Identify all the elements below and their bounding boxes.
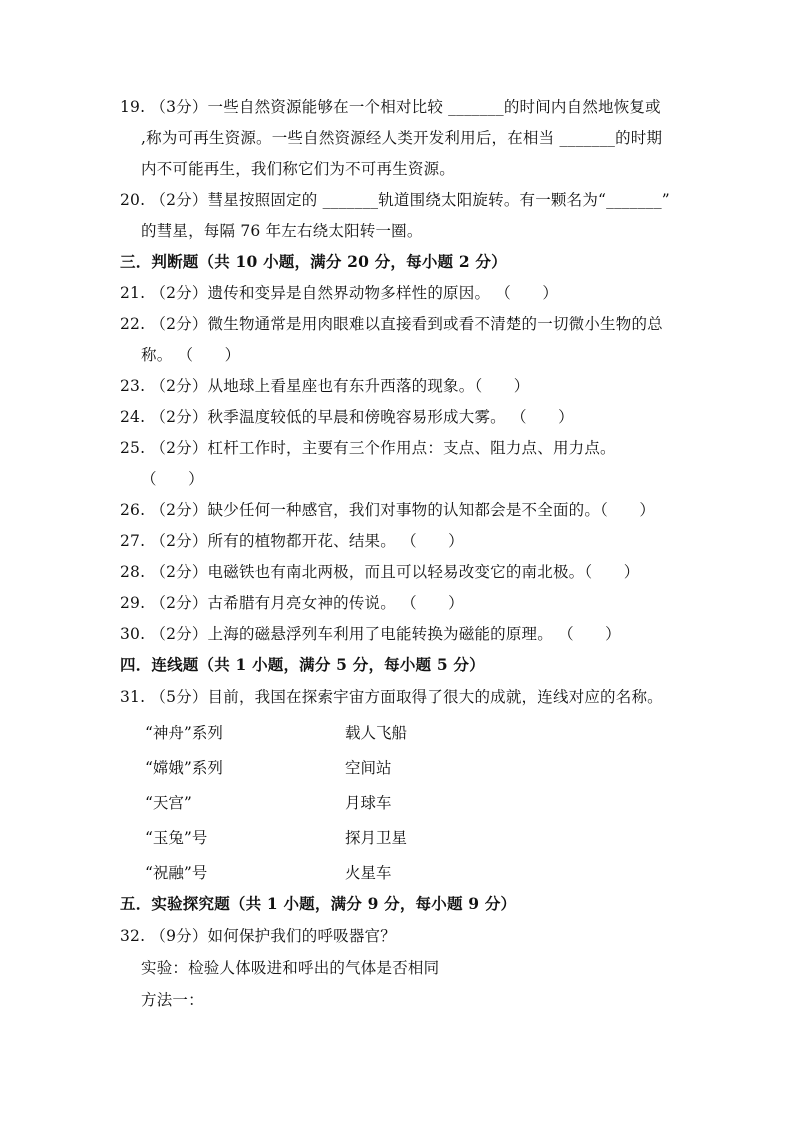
section5-heading: 五．实验探究题（共 1 小题，满分 9 分，每小题 9 分） xyxy=(120,894,517,913)
q25-line2: （ ） xyxy=(141,470,204,488)
q30: 30. （2分）上海的磁悬浮列车利用了电能转换为磁能的原理。 （ ） xyxy=(120,625,621,643)
match-left-item: “嫦娥”系列 xyxy=(145,759,223,777)
match-left-item: “玉兔”号 xyxy=(145,829,208,847)
q25-line1: 25. （2分）杠杆工作时，主要有三个作用点：支点、阻力点、用力点。 xyxy=(120,439,616,457)
q20-line1: 20. （2分）彗星按照固定的 _______轨道围绕太阳旋转。有一颗名为“_______” xyxy=(120,191,670,209)
q19-line2: ,称为可再生资源。一些自然资源经人类开发利用后，在相当 _______的时期 xyxy=(141,129,663,147)
q22-line1: 22. （2分）微生物通常是用肉眼难以直接看到或看不清楚的一切微小生物的总 xyxy=(120,315,663,333)
experiment-label: 实验：检验人体吸进和呼出的气体是否相同 xyxy=(141,959,440,977)
q27: 27. （2分）所有的植物都开花、结果。 （ ） xyxy=(120,532,464,550)
match-right-item: 月球车 xyxy=(345,794,392,812)
match-right-item: 载人飞船 xyxy=(345,724,408,742)
match-right-item: 探月卫星 xyxy=(345,829,408,847)
q31: 31. （5分）目前，我国在探索宇宙方面取得了很大的成就，连线对应的名称。 xyxy=(120,688,663,706)
q29: 29. （2分）古希腊有月亮女神的传说。 （ ） xyxy=(120,594,464,612)
q21: 21. （2分）遗传和变异是自然界动物多样性的原因。 （ ） xyxy=(120,284,559,302)
section3-heading: 三．判断题（共 10 小题，满分 20 分，每小题 2 分） xyxy=(120,252,507,271)
q20-line2: 的彗星，每隔 76 年左右绕太阳转一圈。 xyxy=(141,222,423,240)
match-left-item: “神舟”系列 xyxy=(145,724,223,742)
q26: 26. （2分）缺少任何一种感官，我们对事物的认知都会是不全面的。（ ） xyxy=(120,501,656,519)
q22-line2: 称。 （ ） xyxy=(141,346,241,364)
q19-line1: 19. （3分）一些自然资源能够在一个相对比较 _______的时间内自然地恢复或 xyxy=(120,98,661,116)
section4-heading: 四．连线题（共 1 小题，满分 5 分，每小题 5 分） xyxy=(120,655,485,674)
match-left-item: “祝融”号 xyxy=(145,864,208,882)
match-left-item: “天宫” xyxy=(145,794,192,812)
q23: 23. （2分）从地球上看星座也有东升西落的现象。（ ） xyxy=(120,377,530,395)
match-right-item: 空间站 xyxy=(345,759,392,777)
q24: 24. （2分）秋季温度较低的早晨和傍晚容易形成大雾。 （ ） xyxy=(120,408,574,426)
method1-label: 方法一： xyxy=(141,991,204,1009)
match-right-item: 火星车 xyxy=(345,864,392,882)
q28: 28. （2分）电磁铁也有南北两极，而且可以轻易改变它的南北极。（ ） xyxy=(120,563,640,581)
q32: 32. （9分）如何保护我们的呼吸器官？ xyxy=(120,927,396,945)
q19-line3: 内不可能再生，我们称它们为不可再生资源。 xyxy=(141,160,456,178)
